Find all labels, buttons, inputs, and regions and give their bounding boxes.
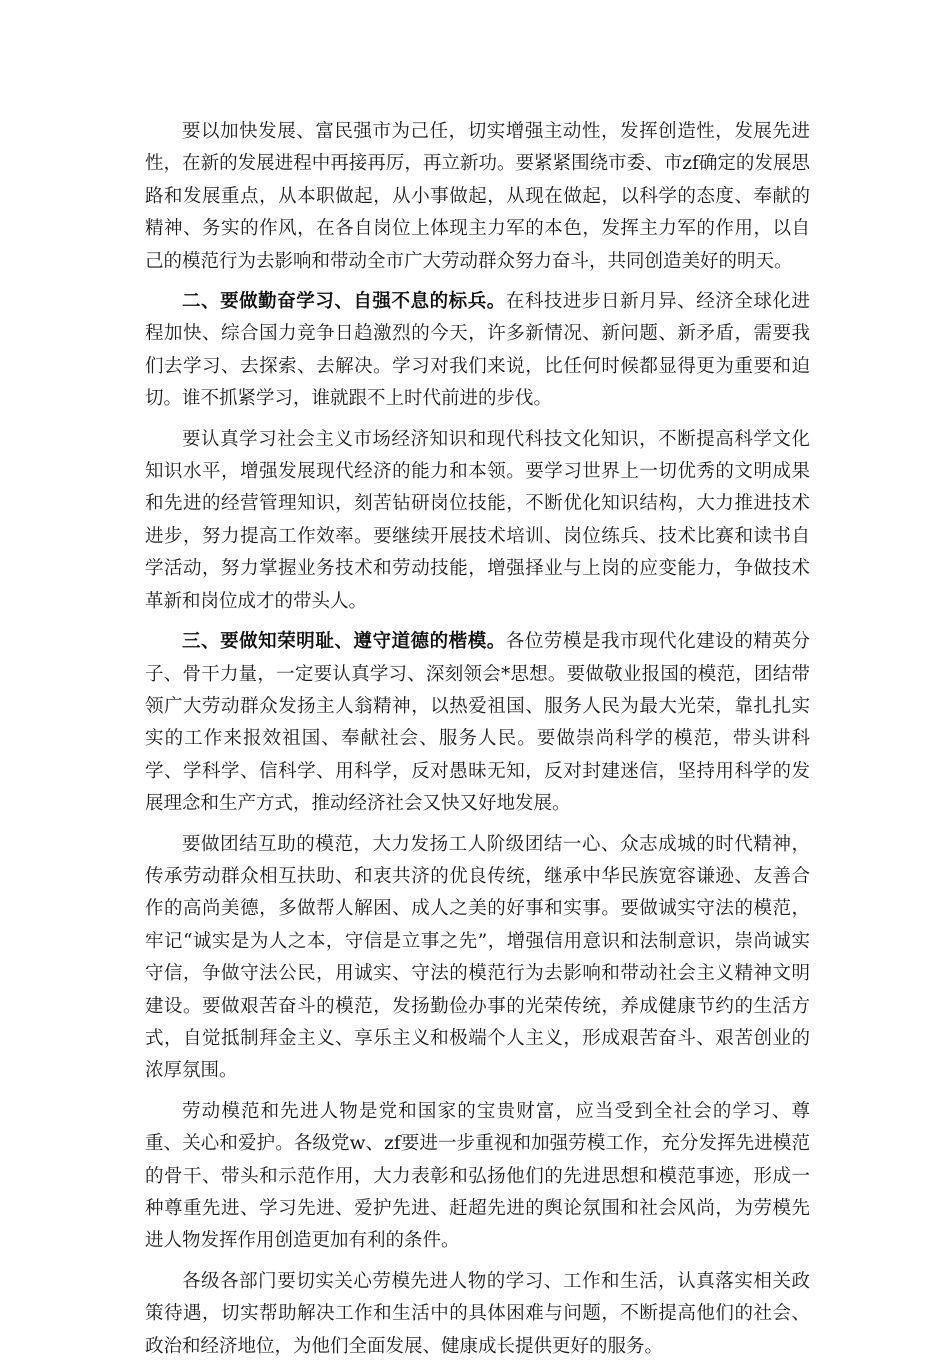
paragraph-text: 要认真学习社会主义市场经济知识和现代科技文化知识，不断提高科学文化知识水平，增强发展现代经济的能力和本领。要学习世界上一切优秀的文明成果和先进的经营管理知识，刻苦钻研岗位技能，不断优化知识结构，大力推进技术进步，努力提高工作效率。要继续开展技术培训、岗位练兵、技术比赛和读书自学活动，努力掌握业务技术和劳动技能，增强择业与上岗的应变能力，争做技术革新和岗位成才的带头人。 <box>145 428 810 612</box>
paragraph-4 <box>145 626 810 820</box>
paragraph-1 <box>145 116 810 278</box>
paragraph-3 <box>145 424 810 618</box>
section-heading-lead: 二、要做勤奋学习、自强不息的标兵。 <box>182 291 506 313</box>
paragraph-text: 劳动模范和先进人物是党和国家的宝贵财富，应当受到全社会的学习、尊重、关心和爱护。各级党w、zf要进一步重视和加强劳模工作，充分发挥先进模范的骨干、带头和示范作用，大力表彰和弘扬他们的先进思想和模范事迹，形成一种尊重先进、学习先进、爱护先进、赶超先进的舆论氛围和社会风尚，为劳模先进人物发挥作用创造更加有利的条件。 <box>145 1100 810 1252</box>
paragraph-6 <box>145 1096 810 1258</box>
paragraph-text: 在科技进步日新月异、经济全球化进程加快、综合国力竞争日趋激烈的今天，许多新情况、新问题、新矛盾，需要我们去学习、去探索、去解决。学习对我们来说，比任何时候都显得更为重要和迫切。谁不抓紧学习，谁就跟不上时代前进的步伐。 <box>145 291 810 410</box>
paragraph-text: 要做团结互助的模范，大力发扬工人阶级团结一心、众志成城的时代精神，传承劳动群众相互扶助、和衷共济的优良传统，继承中华民族宽容谦逊、友善合作的高尚美德，多做帮人解困、成人之美的好事和实事。要做诚实守法的模范，牢记“诚实是为人之本，守信是立事之先”，增强信用意识和法制意识，崇尚诚实守信，争做守法公民，用诚实、守法的模范行为去影响和带动社会主义精神文明建设。要做艰苦奋斗的模范，发扬勤俭办事的光荣传统，养成健康节约的生活方式，自觉抵制拜金主义、享乐主义和极端个人主义，形成艰苦奋斗、艰苦创业的浓厚氛围。 <box>145 833 810 1082</box>
paragraph-text: 要以加快发展、富民强市为己任，切实增强主动性，发挥创造性，发展先进性，在新的发展进程中再接再厉，再立新功。要紧紧围绕市委、市zf确定的发展思路和发展重点，从本职做起，从小事做起，从现在做起，以科学的态度、奉献的精神、务实的作风，在各自岗位上体现主力军的本色，发挥主力军的作用，以自己的模范行为去影响和带动全市广大劳动群众努力奋斗，共同创造美好的明天。 <box>145 121 810 272</box>
paragraph-2 <box>145 286 810 416</box>
paragraph-5 <box>145 829 810 1088</box>
paragraph-text: 各级各部门要切实关心劳模先进人物的学习、工作和生活，认真落实相关政策待遇，切实帮助解决工作和生活中的具体困难与问题，不断提高他们的社会、政治和经济地位，为他们全面发展、健康成长提供更好的服务。 <box>145 1270 810 1357</box>
document-body <box>145 116 810 1371</box>
paragraph-7 <box>145 1266 810 1363</box>
section-heading-lead: 三、要做知荣明耻、遵守道德的楷模。 <box>182 631 506 653</box>
paragraph-text: 各位劳模是我市现代化建设的精英分子、骨干力量，一定要认真学习、深刻领会*思想。要做敬业报国的模范，团结带领广大劳动群众发扬主人翁精神，以热爱祖国、服务人民为最大光荣，靠扎扎实实的工作来报效祖国、奉献社会、服务人民。要做崇尚科学的模范，带头讲科学、学科学、信科学、用科学，反对愚昧无知，反对封建迷信，坚持用科学的发展理念和生产方式，推动经济社会又快又好地发展。 <box>145 631 810 815</box>
